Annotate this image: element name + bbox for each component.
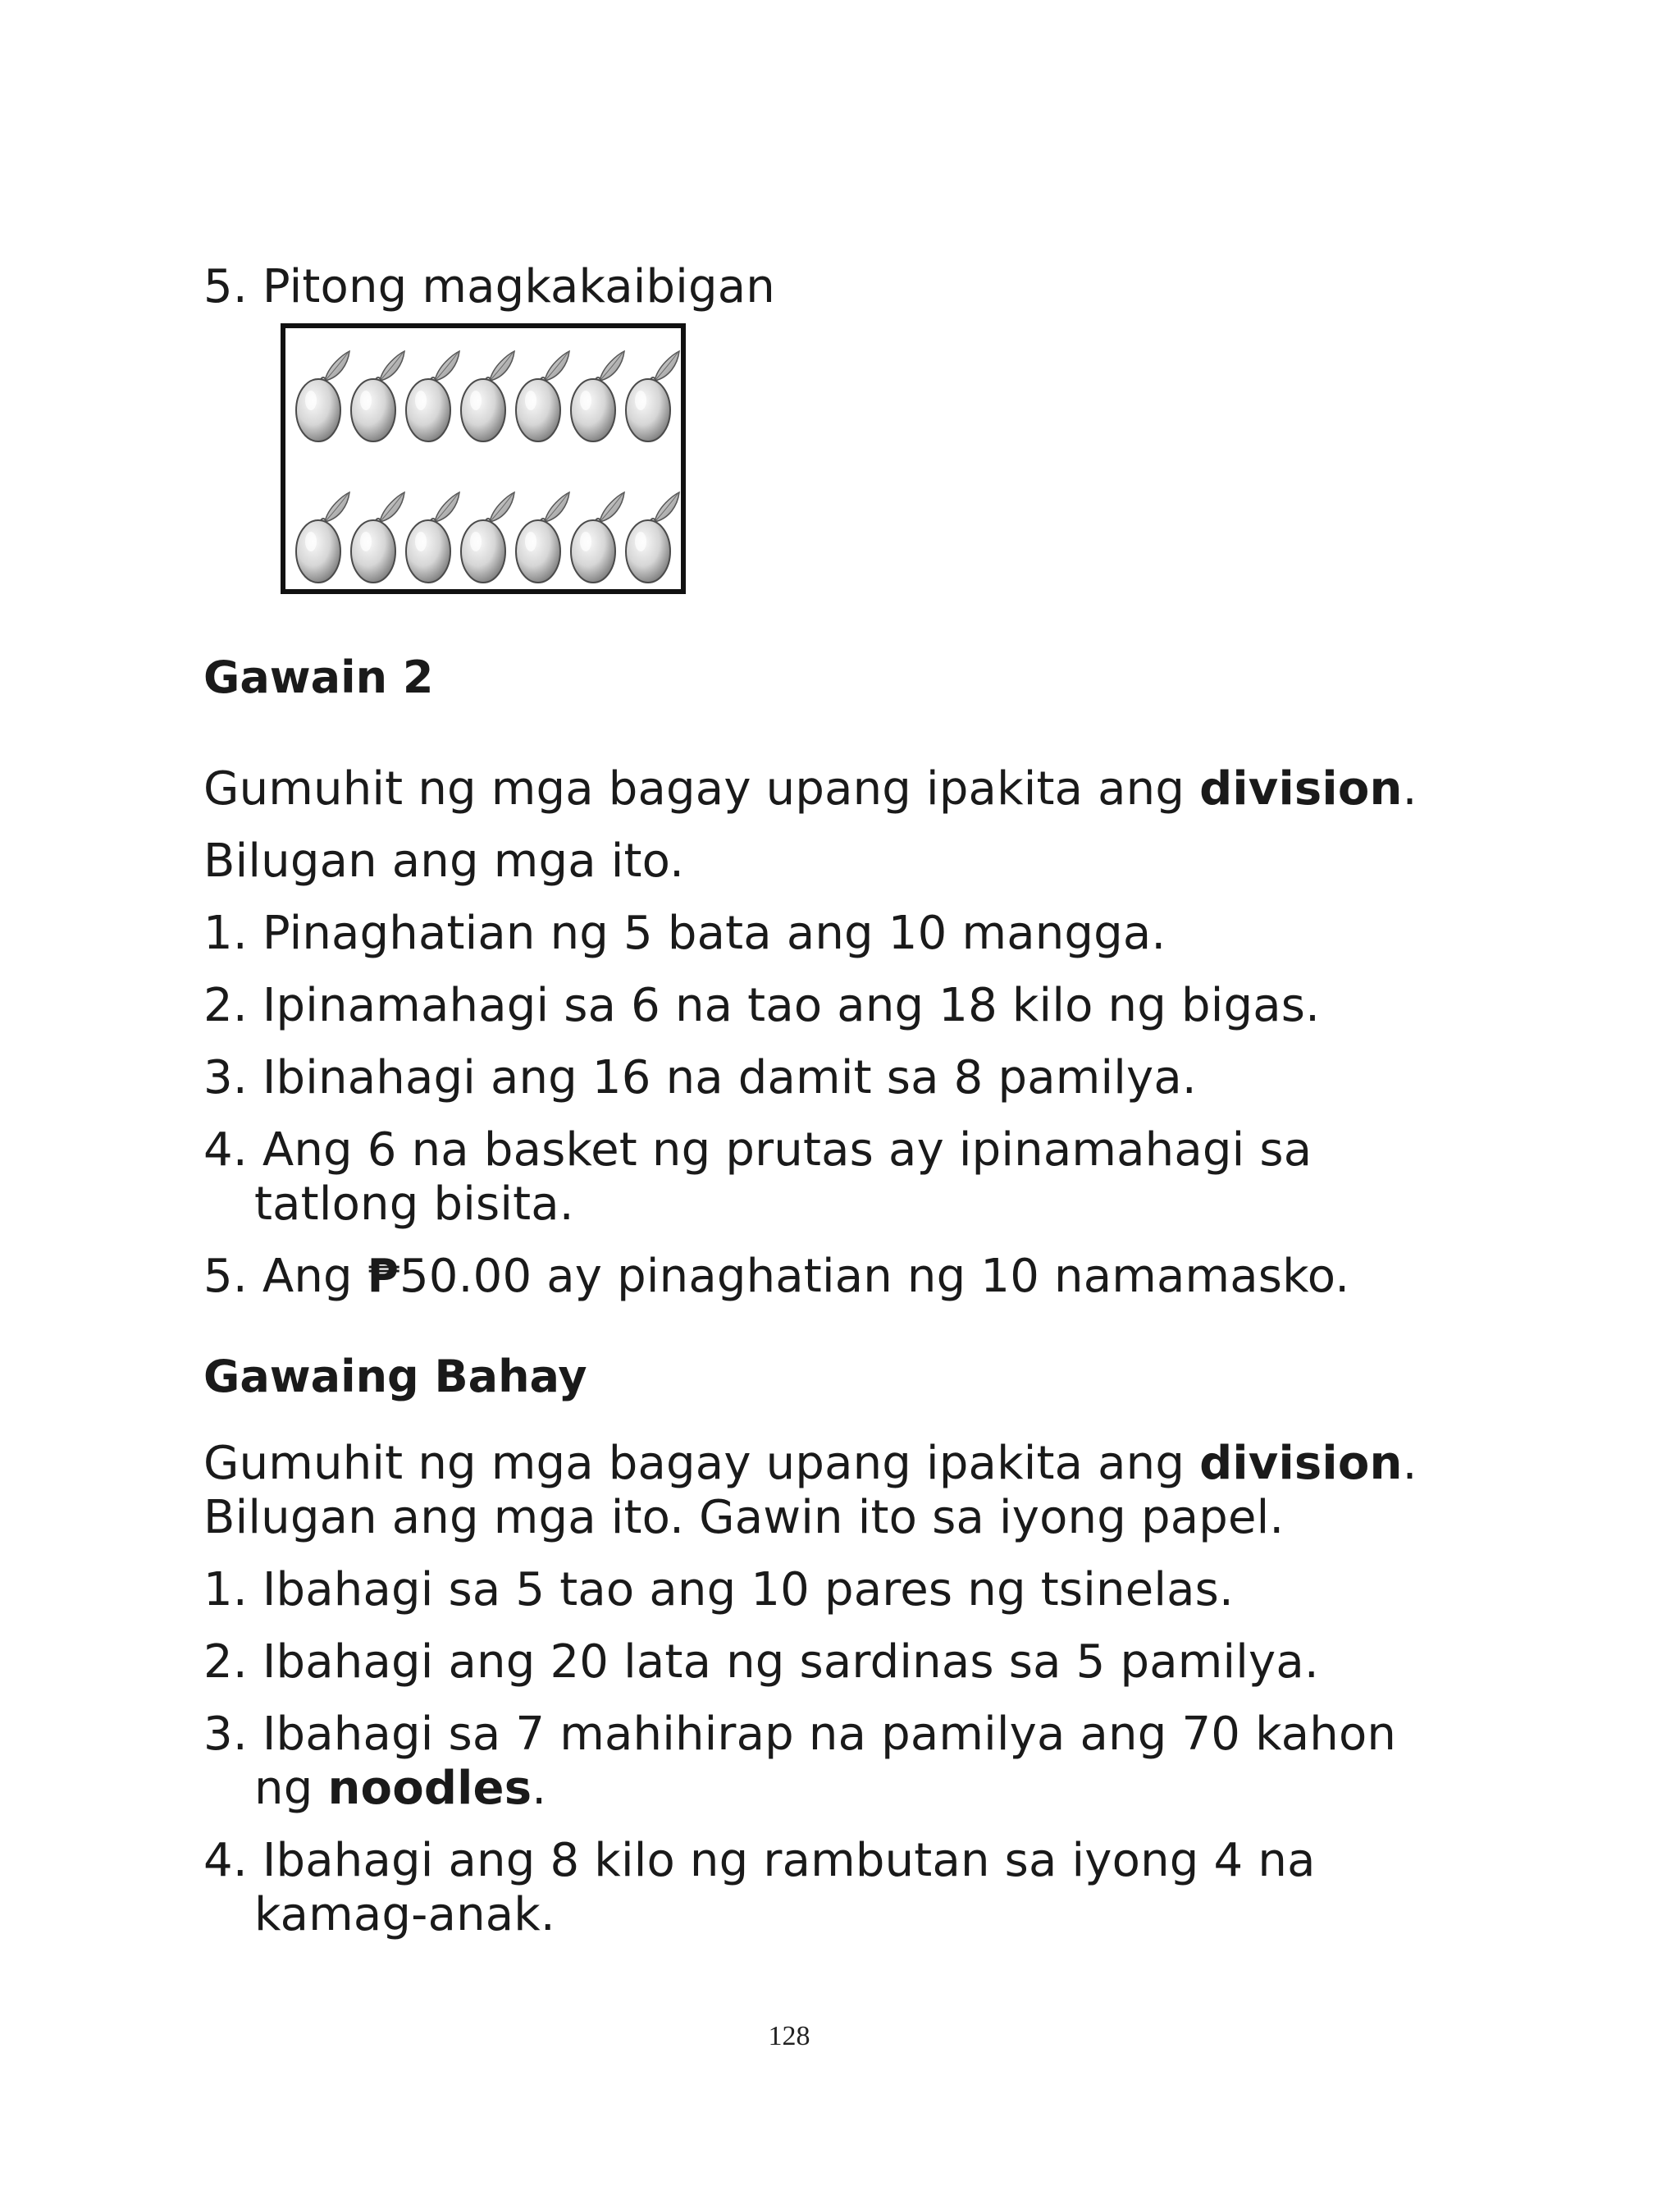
gawaing-bahay-instruction-1 bbox=[203, 1438, 1418, 1490]
gawaing-bahay-heading: Gawaing Bahay bbox=[203, 1351, 587, 1402]
mango-illustration bbox=[281, 323, 686, 594]
mango-icon bbox=[571, 492, 624, 583]
gawaing-bahay-item-3: 3. Ibahagi sa 7 mahihirap na pamilya ang 70 kahon bbox=[203, 1708, 1397, 1761]
mango-icon bbox=[571, 351, 624, 441]
gawaing-bahay-item-2: 2. Ibahagi ang 20 lata ng sardinas sa 5 pamilya. bbox=[203, 1635, 1319, 1689]
gawain-2-item-3: 3. Ibinahagi ang 16 na damit sa 8 pamilya. bbox=[203, 1051, 1197, 1104]
gawaing-bahay-item-1: 1. Ibahagi sa 5 tao ang 10 pares ng tsinelas. bbox=[203, 1563, 1235, 1616]
item-5-title: 5. Pitong magkakaibigan bbox=[203, 260, 775, 313]
item-5-prefix: 5. Ang bbox=[203, 1250, 368, 1303]
mango-icon bbox=[406, 351, 459, 441]
instruction-keyword: division bbox=[1199, 762, 1403, 816]
mango-group bbox=[285, 328, 681, 589]
gawain-2-item-4-continued: tatlong bisita. bbox=[254, 1177, 574, 1231]
mango-icon bbox=[516, 492, 569, 583]
gawaing-bahay-item-4: 4. Ibahagi ang 8 kilo ng rambutan sa iyong 4 na bbox=[203, 1834, 1316, 1887]
instruction-keyword: division bbox=[1199, 1437, 1403, 1490]
item-5-rest: 50.00 ay pinaghatian ng 10 namamasko. bbox=[399, 1250, 1350, 1303]
gawain-2-item-1: 1. Pinaghatian ng 5 bata ang 10 mangga. bbox=[203, 907, 1166, 960]
instruction-text: Gumuhit ng mga bagay upang ipakita ang bbox=[203, 1437, 1200, 1490]
continuation-period: . bbox=[532, 1762, 547, 1815]
gawain-2-instruction-2: Bilugan ang mga ito. bbox=[203, 834, 685, 888]
mango-icon bbox=[461, 492, 514, 583]
gawaing-bahay-item-4-continued: kamag-anak. bbox=[254, 1888, 555, 1941]
gawain-2-item-2: 2. Ipinamahagi sa 6 na tao ang 18 kilo ng bigas. bbox=[203, 979, 1321, 1032]
mango-icon bbox=[296, 492, 349, 583]
mango-icon bbox=[351, 351, 404, 441]
mango-icon bbox=[351, 492, 404, 583]
gawain-2-heading: Gawain 2 bbox=[203, 652, 434, 703]
continuation-keyword: noodles bbox=[327, 1762, 532, 1815]
mango-icon bbox=[626, 351, 679, 441]
mango-icon bbox=[296, 351, 349, 441]
gawaing-bahay-item-3-continued bbox=[254, 1763, 546, 1815]
mango-icon bbox=[461, 351, 514, 441]
mango-icon bbox=[626, 492, 679, 583]
instruction-period: . bbox=[1402, 1437, 1418, 1490]
gawain-2-item-5 bbox=[203, 1250, 1349, 1303]
instruction-text: Gumuhit ng mga bagay upang ipakita ang bbox=[203, 762, 1200, 816]
instruction-period: . bbox=[1402, 762, 1418, 816]
peso-sign: ₱ bbox=[367, 1250, 399, 1303]
mango-icon bbox=[516, 351, 569, 441]
gawain-2-instruction-1 bbox=[203, 763, 1418, 816]
mango-icon bbox=[406, 492, 459, 583]
gawain-2-item-4: 4. Ang 6 na basket ng prutas ay ipinamahagi sa bbox=[203, 1123, 1312, 1177]
continuation-text: ng bbox=[254, 1762, 328, 1815]
gawaing-bahay-instruction-2: Bilugan ang mga ito. Gawin ito sa iyong papel. bbox=[203, 1491, 1285, 1544]
page-number: 128 bbox=[768, 2021, 810, 2051]
